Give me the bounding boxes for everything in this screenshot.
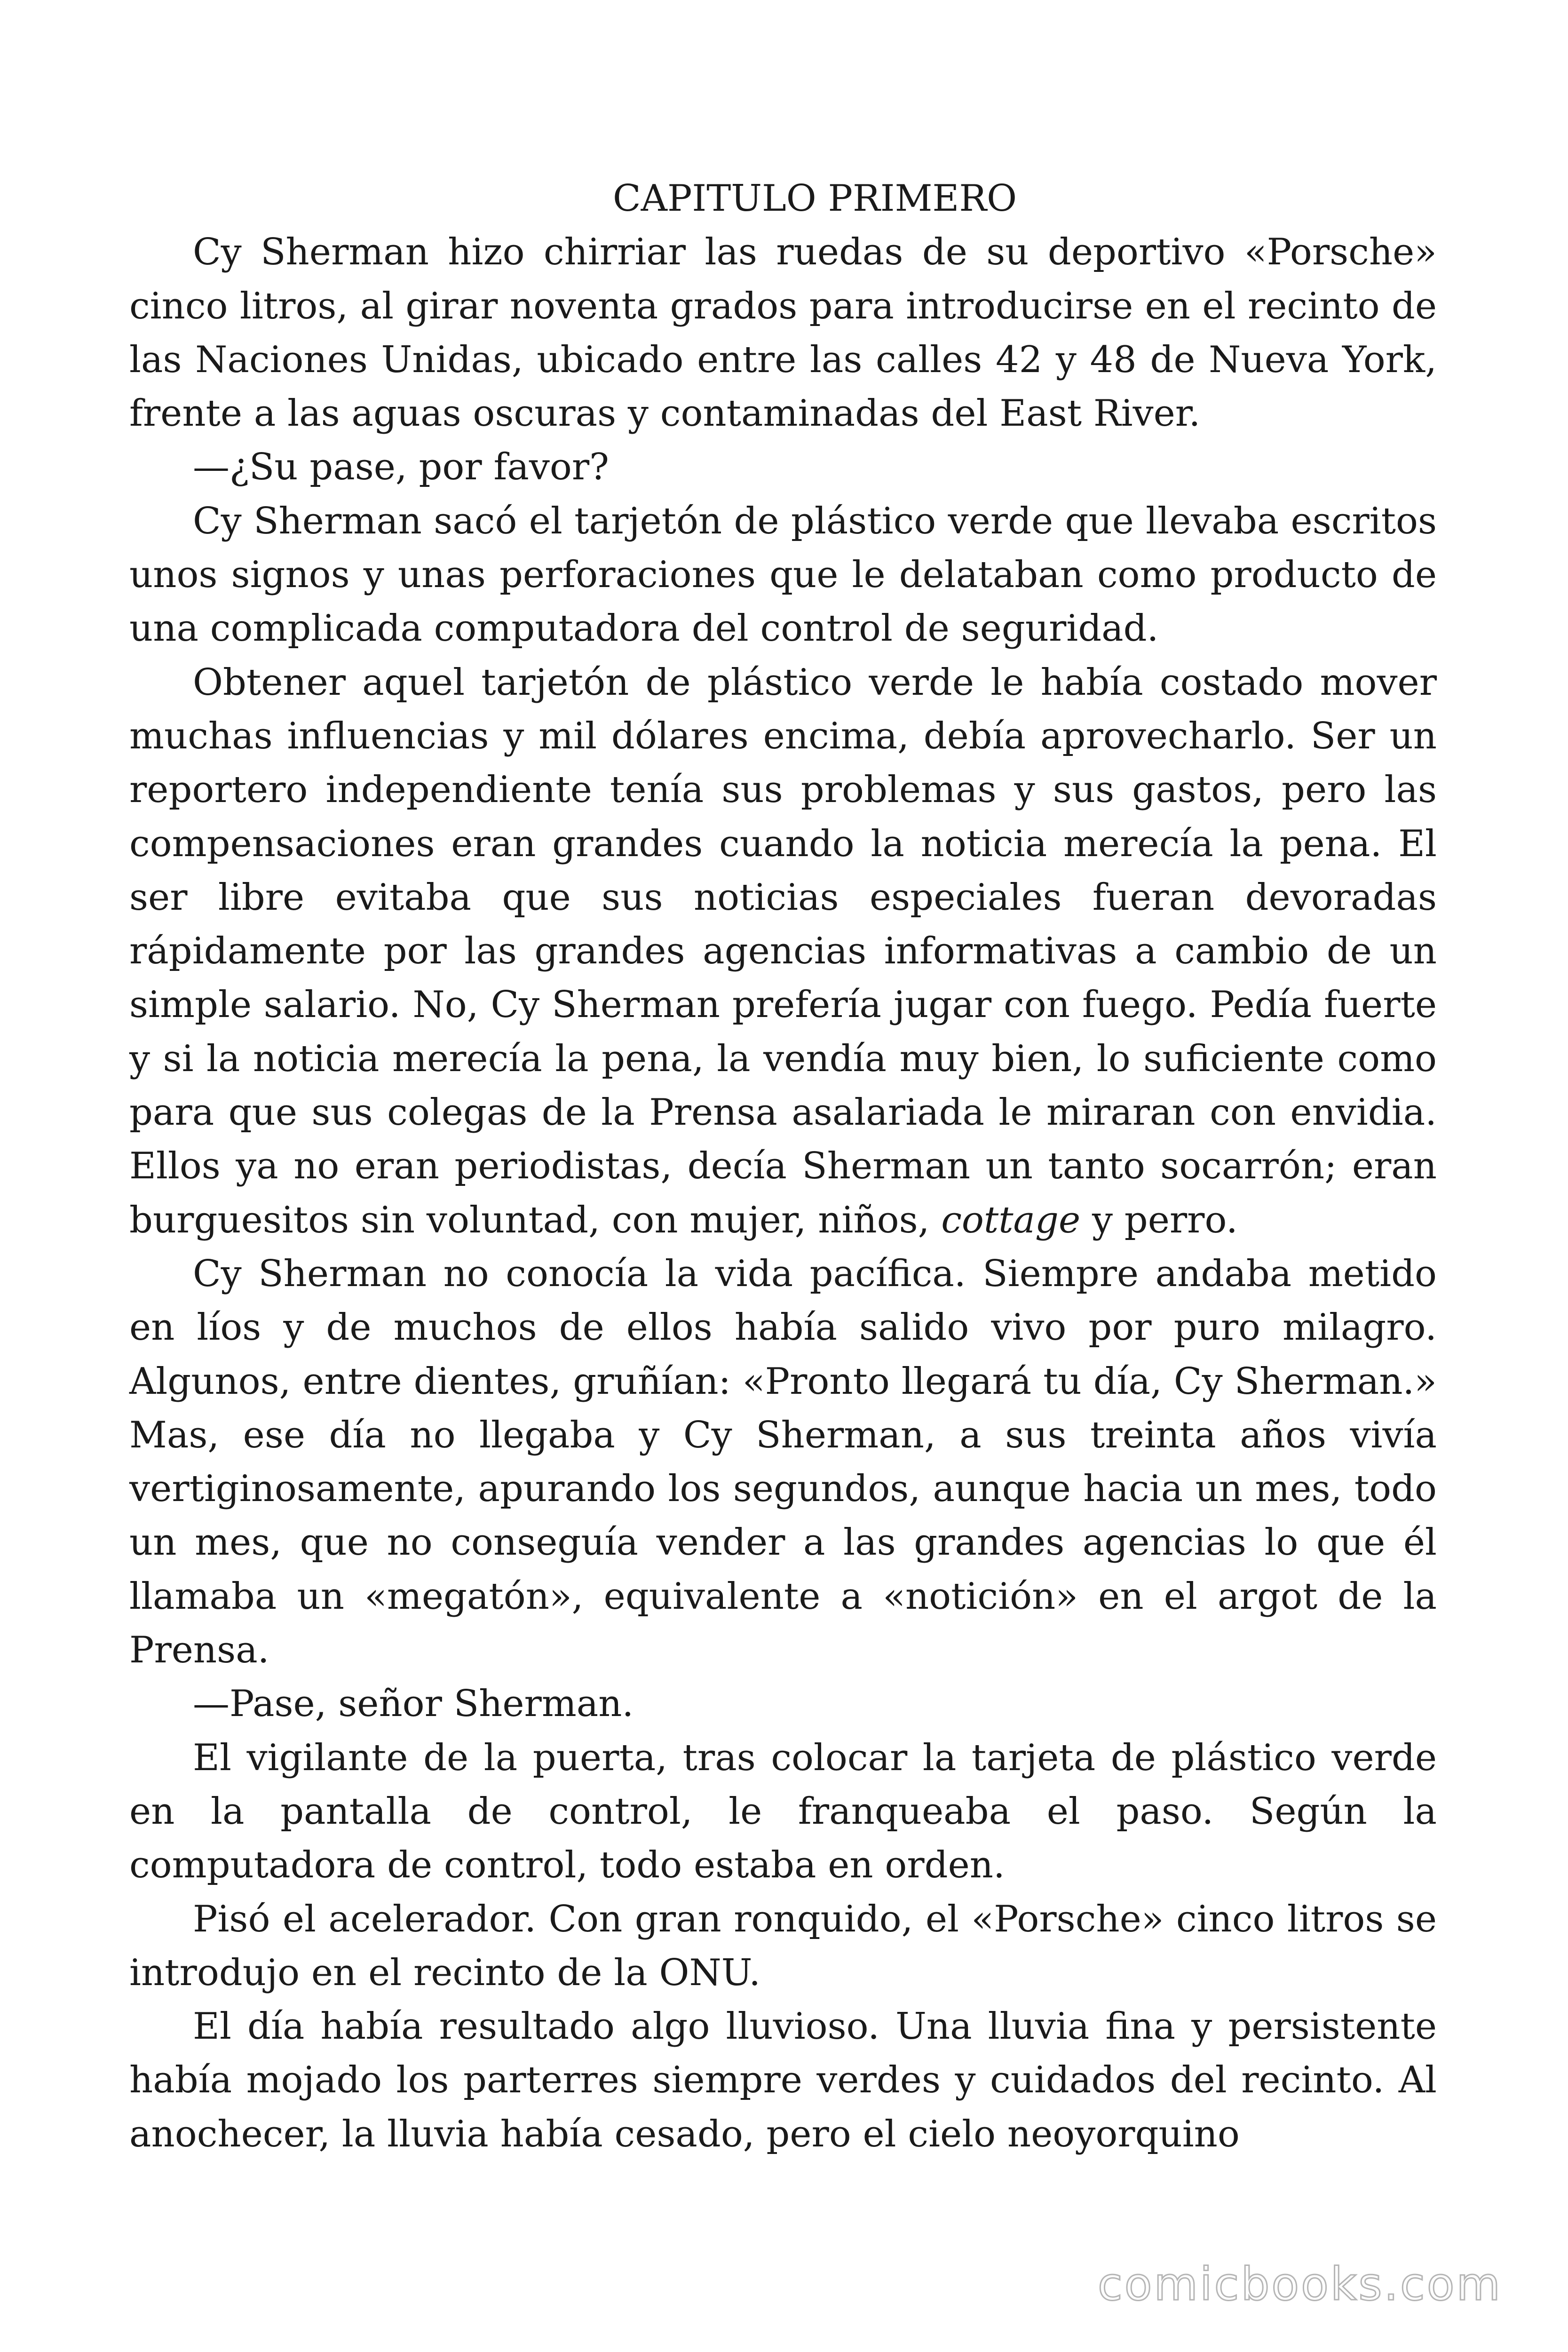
paragraph-6: —Pase, señor Sherman.: [193, 1683, 634, 1725]
paragraph-5: Cy Sherman no conocía la vida pacífica. Siempre andaba metido en líos y de muchos de ellos había salido vivo por puro milagro. Algunos, entre dientes, gruñían: «Pronto llegará tu día, Cy Sherman.» Mas, ese día no llegaba y Cy Sherman, a sus treinta años vivía vertiginosamente, apurando los segundos, aunque hacia un mes, todo un mes, que no conseguía vender a las grandes agencias lo que él llamaba un «megatón», equivalente a «notición» en el argot de la Prensa.: [129, 1252, 1437, 1672]
watermark: comicbooks.com: [1097, 2258, 1502, 2311]
chapter-title: CAPITULO PRIMERO: [612, 177, 1017, 220]
paragraph-9: El día había resultado algo lluvioso. Una lluvia fina y persistente había mojado los parterres siempre verdes y cuidados del recinto. Al anochecer, la lluvia había cesado, pero el cielo neoyorquino: [129, 2005, 1437, 2155]
paragraph-4-italic-word: cottage: [941, 1199, 1081, 1241]
page-text: [129, 172, 1437, 2161]
paragraph-8: Pisó el acelerador. Con gran ronquido, el «Porsche» cinco litros se introdujo en el recinto de la ONU.: [129, 1898, 1437, 1994]
paragraph-4: [129, 656, 1437, 1247]
paragraph-4-body: Obtener aquel tarjetón de plástico verde le había costado mover muchas influencias y mil dólares encima, debía aprovecharlo. Ser un reportero independiente tenía sus problemas y sus gastos, pero las compensaciones eran grandes cuando la noticia merecía la pena. El ser libre evitaba que sus noticias especiales fueran devoradas rápidamente por las grandes agencias informativas a cambio de un simple salario. No, Cy Sherman prefería jugar con fuego. Pedía fuerte y si la noticia merecía la pena, la vendía muy bien, lo suficiente como para que sus colegas de la Prensa asalariada le miraran con envidia. Ellos ya no eran periodistas, decía Sherman un tanto socarrón; eran burguesitos sin voluntad, con mujer, niños,: [129, 661, 1437, 1241]
paragraph-2: —¿Su pase, por favor?: [193, 446, 609, 489]
paragraph-4-ending: y perro.: [1080, 1199, 1238, 1241]
paragraph-3: Cy Sherman sacó el tarjetón de plástico verde que llevaba escritos unos signos y unas perforaciones que le delataban como producto de una complicada computadora del control de seguridad.: [129, 500, 1437, 650]
paragraph-1: Cy Sherman hizo chirriar las ruedas de su deportivo «Porsche» cinco litros, al girar noventa grados para introducirse en el recinto de las Naciones Unidas, ubicado entre las calles 42 y 48 de Nueva York, frente a las aguas oscuras y contaminadas del East River.: [129, 231, 1437, 435]
paragraph-7: El vigilante de la puerta, tras colocar la tarjeta de plástico verde en la pantalla de control, le franqueaba el paso. Según la computadora de control, todo estaba en orden.: [129, 1736, 1437, 1887]
